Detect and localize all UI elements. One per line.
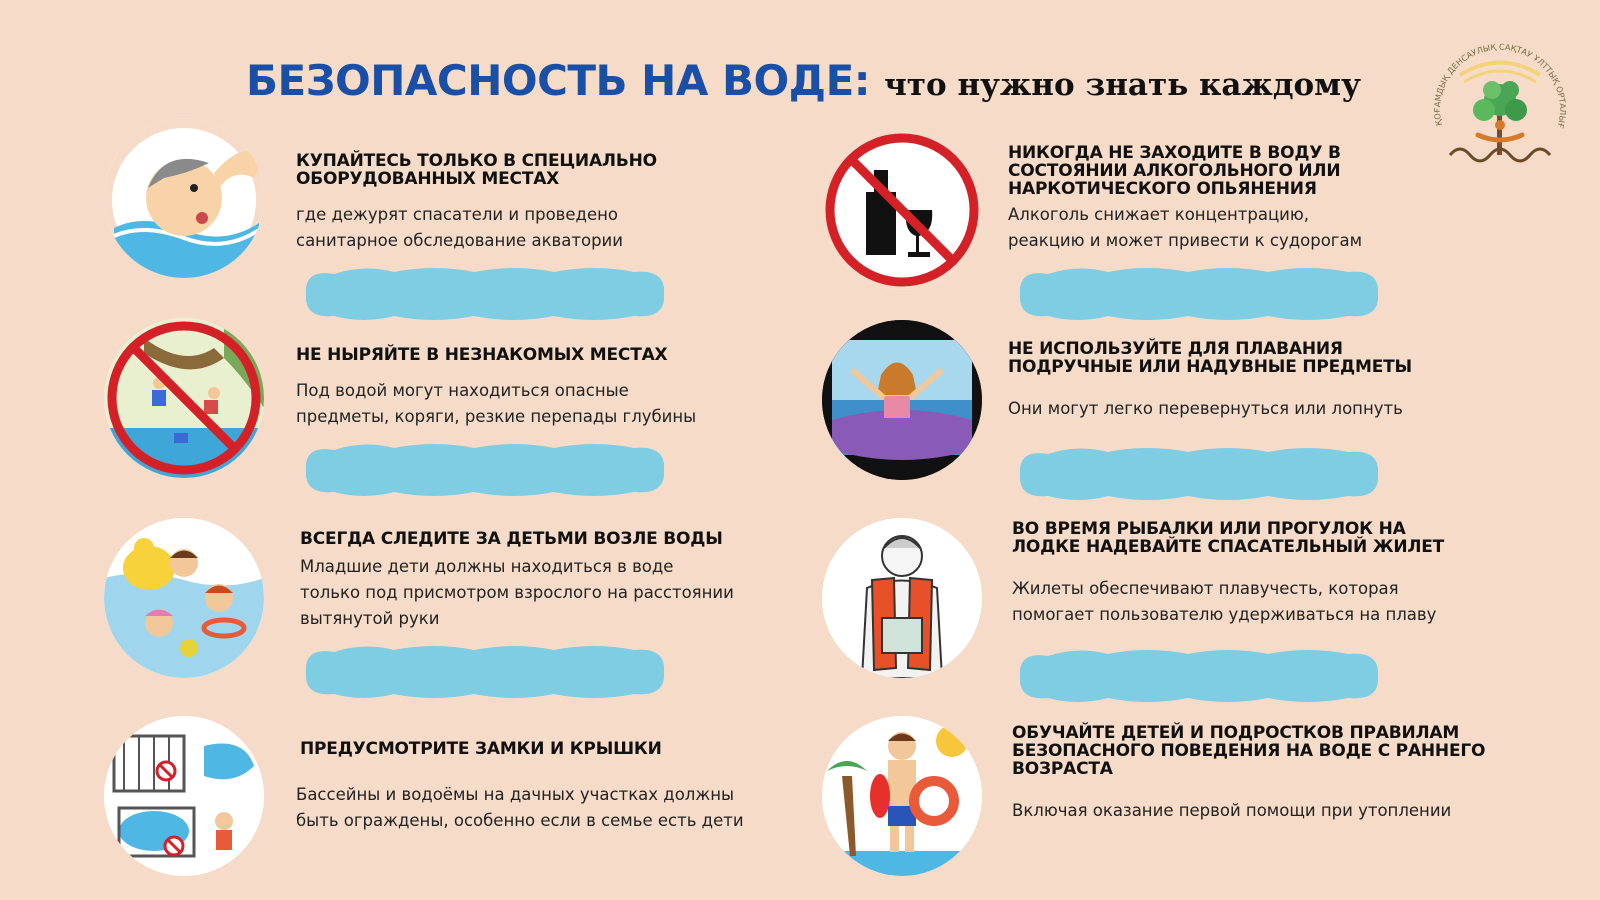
item-heading-locks-covers: ПРЕДУСМОТРИТЕ ЗАМКИ И КРЫШКИ bbox=[300, 739, 662, 759]
svg-text:ҚОҒАМДЫҚ ДЕНСАУЛЫҚ САҚТАУ ҰЛТТ bbox=[1420, 30, 1568, 130]
item-heading-life-vest: ВО ВРЕМЯ РЫБАЛКИ ИЛИ ПРОГУЛОК НА ЛОДКЕ НАДЕВАЙТЕ СПАСАТЕЛЬНЫЙ ЖИЛЕТ bbox=[1012, 519, 1445, 557]
item-desc-no-alcohol: Алкоголь снижает концентрацию, реакцию и может привести к судорогам bbox=[1008, 205, 1363, 250]
no-diving-illustration bbox=[104, 318, 264, 478]
blue-brush-stroke bbox=[1008, 646, 1388, 706]
item-desc-life-vest: Жилеты обеспечивают плавучесть, которая помогает пользователю удерживаться на плаву bbox=[1012, 579, 1437, 624]
blue-brush-stroke bbox=[294, 440, 674, 500]
organization-logo bbox=[1420, 30, 1580, 190]
title-subtitle: что нужно знать каждому bbox=[884, 67, 1361, 103]
item-heading-swim-designated: КУПАЙТЕСЬ ТОЛЬКО В СПЕЦИАЛЬНО ОБОРУДОВАННЫХ МЕСТАХ bbox=[296, 151, 657, 189]
lifeguard-illustration bbox=[822, 716, 982, 876]
inflatable-mattress-illustration bbox=[822, 320, 982, 480]
item-desc-no-diving: Под водой могут находиться опасные предметы, коряги, резкие перепады глубины bbox=[296, 381, 697, 426]
item-heading-no-alcohol: НИКОГДА НЕ ЗАХОДИТЕ В ВОДУ В СОСТОЯНИИ АЛКОГОЛЬНОГО ИЛИ НАРКОТИЧЕСКОГО ОПЬЯНЕНИЯ bbox=[1008, 143, 1341, 199]
fenced-pools-illustration bbox=[104, 716, 264, 876]
page-title bbox=[246, 56, 1361, 105]
item-heading-no-diving: НЕ НЫРЯЙТЕ В НЕЗНАКОМЫХ МЕСТАХ bbox=[296, 345, 668, 365]
blue-brush-stroke bbox=[1008, 264, 1388, 324]
item-heading-no-inflatables: НЕ ИСПОЛЬЗУЙТЕ ДЛЯ ПЛАВАНИЯ ПОДРУЧНЫЕ ИЛИ НАДУВНЫЕ ПРЕДМЕТЫ bbox=[1008, 339, 1412, 377]
item-heading-teach-children: ОБУЧАЙТЕ ДЕТЕЙ И ПОДРОСТКОВ ПРАВИЛАМ БЕЗОПАСНОГО ПОВЕДЕНИЯ НА ВОДЕ С РАННЕГО ВОЗРАСТА bbox=[1012, 723, 1486, 779]
blue-brush-stroke bbox=[294, 642, 674, 702]
item-heading-watch-children: ВСЕГДА СЛЕДИТЕ ЗА ДЕТЬМИ ВОЗЛЕ ВОДЫ bbox=[300, 529, 723, 549]
no-alcohol-illustration bbox=[822, 130, 982, 290]
item-desc-locks-covers: Бассейны и водоёмы на дачных участках должны быть ограждены, особенно если в семье есть дети bbox=[296, 785, 744, 830]
logo-ring-text: ҚОҒАМДЫҚ ДЕНСАУЛЫҚ САҚТАУ ҰЛТТЫҚ ОРТАЛЫҒ bbox=[1431, 41, 1569, 130]
title-main: БЕЗОПАСНОСТЬ НА ВОДЕ: bbox=[246, 56, 871, 105]
life-vest-illustration bbox=[822, 518, 982, 678]
item-desc-swim-designated: где дежурят спасатели и проведено санитарное обследование акватории bbox=[296, 205, 623, 250]
children-swimming-illustration bbox=[104, 518, 264, 678]
item-desc-no-inflatables: Они могут легко перевернуться или лопнуть bbox=[1008, 399, 1403, 418]
blue-brush-stroke bbox=[294, 264, 674, 324]
blue-brush-stroke bbox=[1008, 444, 1388, 504]
item-desc-watch-children: Младшие дети должны находиться в воде только под присмотром взрослого на расстоянии вытянутой руки bbox=[300, 557, 734, 628]
swimmer-illustration bbox=[104, 118, 264, 278]
item-desc-teach-children: Включая оказание первой помощи при утоплении bbox=[1012, 801, 1452, 820]
